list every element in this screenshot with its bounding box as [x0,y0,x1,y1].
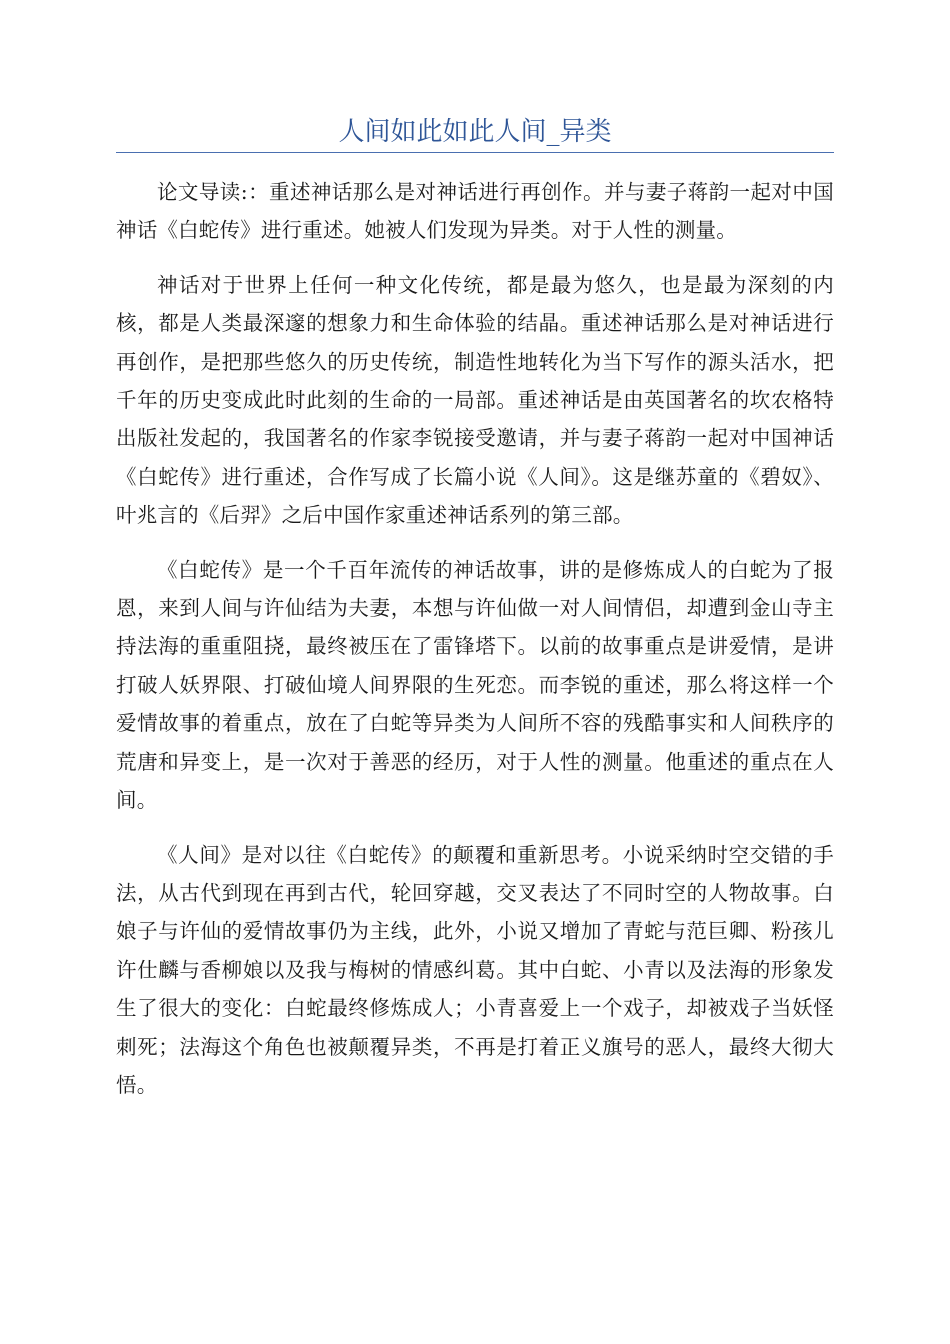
title-underline [116,152,834,153]
document-page [116,112,834,1120]
paragraph-myth-retelling: 神话对于世界上任何一种文化传统，都是最为悠久，也是最为深刻的内核，都是人类最深邃的想象力和生命体验的结晶。重述神话那么是对神话进行再创作，是把那些悠久的历史传统，制造性地转化为当下写作的源头活水，把千年的历史变成此时此刻的生命的一局部。重述神话是由英国著名的坎农格特出版社发起的，我国著名的作家李锐接受邀请，并与妻子蒋韵一起对中国神话《白蛇传》进行重述，合作写成了长篇小说《人间》。这是继苏童的《碧奴》、叶兆言的《后羿》之后中国作家重述神话系列的第三部。 [116,272,834,528]
paragraph-white-snake: 《白蛇传》是一个千百年流传的神话故事，讲的是修炼成人的白蛇为了报恩，来到人间与许仙结为夫妻，本想与许仙做一对人间情侣，却遭到金山寺主持法海的重重阻挠，最终被压在了雷锋塔下。以前的故事重点是讲爱情，是讲打破人妖界限、打破仙境人间界限的生死恋。而李锐的重述，那么将这样一个爱情故事的着重点，放在了白蛇等异类为人间所不容的残酷事实和人间秩序的荒唐和异变上，是一次对于善恶的经历，对于人性的测量。他重述的重点在人间。 [116,557,834,813]
document-title: 人间如此如此人间_异类 [338,117,612,147]
paragraph-renjian-novel: 《人间》是对以往《白蛇传》的颠覆和重新思考。小说采纳时空交错的手法，从古代到现在再到古代，轮回穿越，交叉表达了不同时空的人物故事。白娘子与许仙的爱情故事仍为主线，此外，小说又增加了青蛇与范巨卿、粉孩儿许仕麟与香柳娘以及我与梅树的情感纠葛。其中白蛇、小青以及法海的形象发生了很大的变化：白蛇最终修炼成人；小青喜爱上一个戏子，却被戏子当妖怪刺死；法海这个角色也被颠覆异类，不再是打着正义旗号的恶人，最终大彻大悟。 [116,842,834,1097]
paragraph-abstract: 论文导读:：重述神话那么是对神话进行再创作。并与妻子蒋韵一起对中国神话《白蛇传》进行重述。她被人们发现为异类。对于人性的测量。 [116,180,834,243]
document-body [116,173,834,1104]
